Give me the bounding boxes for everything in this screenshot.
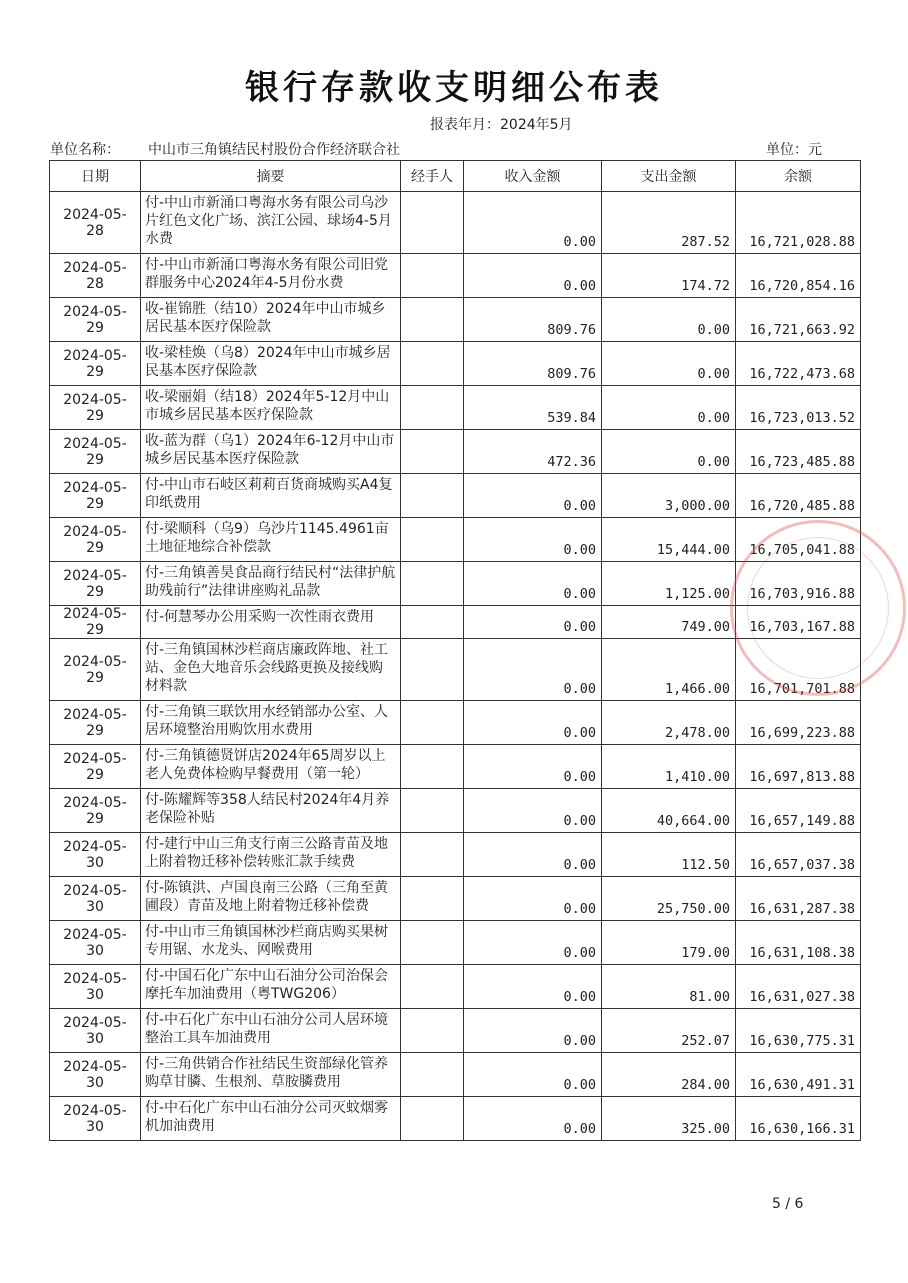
row-balance: 16,721,028.88: [736, 192, 861, 254]
row-description: 付-三角镇德贤饼店2024年65周岁以上老人免费体检购早餐费用（第一轮）: [141, 745, 401, 789]
row-balance: 16,697,813.88: [736, 745, 861, 789]
col-date-header: 日期: [50, 161, 141, 192]
row-balance: 16,723,013.52: [736, 386, 861, 430]
row-description: 付-中山市新涌口粤海水务有限公司乌沙片红色文化广场、滨江公园、球场4-5月水费: [141, 192, 401, 254]
row-description: 付-中石化广东中山石油分公司人居环境整治工具车加油费用: [141, 1009, 401, 1053]
currency-unit: 单位：元: [766, 142, 822, 158]
row-description: 付-中山市石岐区莉莉百货商城购买A4复印纸费用: [141, 474, 401, 518]
row-handler: [401, 921, 464, 965]
col-income-header: 收入金额: [464, 161, 602, 192]
row-handler: [401, 192, 464, 254]
row-expense: 0.00: [602, 386, 736, 430]
row-balance: 16,630,775.31: [736, 1009, 861, 1053]
row-handler: [401, 298, 464, 342]
row-balance: 16,703,167.88: [736, 606, 861, 639]
row-expense: 1,466.00: [602, 639, 736, 701]
col-expense-header: 支出金额: [602, 161, 736, 192]
row-expense: 252.07: [602, 1009, 736, 1053]
row-income: 0.00: [464, 1097, 602, 1141]
row-expense: 40,664.00: [602, 789, 736, 833]
row-description: 付-陈耀辉等358人结民村2024年4月养老保险补贴: [141, 789, 401, 833]
row-balance: 16,705,041.88: [736, 518, 861, 562]
row-description: 付-建行中山三角支行南三公路青苗及地上附着物迁移补偿转账汇款手续费: [141, 833, 401, 877]
row-handler: [401, 1053, 464, 1097]
page-number: 5 / 6: [772, 1196, 804, 1212]
row-handler: [401, 789, 464, 833]
row-description: 付-中山市新涌口粤海水务有限公司旧党群服务中心2024年4-5月份水费: [141, 254, 401, 298]
row-balance: 16,721,663.92: [736, 298, 861, 342]
row-expense: 325.00: [602, 1097, 736, 1141]
table-row: [50, 701, 861, 745]
row-handler: [401, 965, 464, 1009]
row-income: 0.00: [464, 1053, 602, 1097]
row-handler: [401, 342, 464, 386]
table-row: [50, 386, 861, 430]
table-row: [50, 192, 861, 254]
row-income: 0.00: [464, 518, 602, 562]
row-balance: 16,630,491.31: [736, 1053, 861, 1097]
row-income: 0.00: [464, 833, 602, 877]
row-balance: 16,657,037.38: [736, 833, 861, 877]
report-period: 报表年月：2024年5月: [430, 117, 573, 133]
row-date: 2024-05-29: [50, 518, 141, 562]
row-balance: 16,722,473.68: [736, 342, 861, 386]
table-row: [50, 474, 861, 518]
table-row: [50, 430, 861, 474]
row-income: 0.00: [464, 745, 602, 789]
row-date: 2024-05-29: [50, 701, 141, 745]
row-income: 809.76: [464, 298, 602, 342]
row-date: 2024-05-29: [50, 430, 141, 474]
row-income: 0.00: [464, 965, 602, 1009]
table-row: [50, 1097, 861, 1141]
table-row: [50, 921, 861, 965]
row-handler: [401, 430, 464, 474]
row-description: 付-中国石化广东中山石油分公司治保会摩托车加油费用（粤TWG206）: [141, 965, 401, 1009]
row-description: 收-梁桂焕（乌8）2024年中山市城乡居民基本医疗保险款: [141, 342, 401, 386]
table-row: [50, 789, 861, 833]
table-row: [50, 1009, 861, 1053]
row-expense: 284.00: [602, 1053, 736, 1097]
table-row: [50, 1053, 861, 1097]
row-handler: [401, 562, 464, 606]
row-expense: 2,478.00: [602, 701, 736, 745]
col-desc-header: 摘要: [141, 161, 401, 192]
row-handler: [401, 518, 464, 562]
row-description: 付-中石化广东中山石油分公司灭蚊烟雾机加油费用: [141, 1097, 401, 1141]
row-date: 2024-05-30: [50, 1053, 141, 1097]
row-description: 付-中山市三角镇国林沙栏商店购买果树专用锯、水龙头、网喉费用: [141, 921, 401, 965]
row-description: 付-三角镇国林沙栏商店廉政阵地、社工站、金色大地音乐会线路更换及接线购材料款: [141, 639, 401, 701]
row-balance: 16,723,485.88: [736, 430, 861, 474]
table-row: [50, 606, 861, 639]
row-balance: 16,631,108.38: [736, 921, 861, 965]
row-balance: 16,657,149.88: [736, 789, 861, 833]
row-handler: [401, 474, 464, 518]
table-row: [50, 518, 861, 562]
row-handler: [401, 745, 464, 789]
row-date: 2024-05-28: [50, 254, 141, 298]
row-date: 2024-05-29: [50, 606, 141, 639]
row-expense: 25,750.00: [602, 877, 736, 921]
row-expense: 1,410.00: [602, 745, 736, 789]
row-handler: [401, 877, 464, 921]
row-income: 0.00: [464, 254, 602, 298]
row-description: 付-三角镇善昊食品商行结民村“法律护航助残前行”法律讲座购礼品款: [141, 562, 401, 606]
row-date: 2024-05-30: [50, 877, 141, 921]
row-income: 0.00: [464, 192, 602, 254]
row-expense: 15,444.00: [602, 518, 736, 562]
row-date: 2024-05-29: [50, 342, 141, 386]
row-description: 付-三角镇三联饮用水经销部办公室、人居环境整治用购饮用水费用: [141, 701, 401, 745]
row-income: 472.36: [464, 430, 602, 474]
row-handler: [401, 833, 464, 877]
unit-name: [50, 139, 400, 159]
row-description: 收-崔锦胜（结10）2024年中山市城乡居民基本医疗保险款: [141, 298, 401, 342]
row-expense: 3,000.00: [602, 474, 736, 518]
table-row: [50, 562, 861, 606]
row-income: 0.00: [464, 1009, 602, 1053]
row-balance: 16,701,701.88: [736, 639, 861, 701]
page-title: 银行存款收支明细公布表: [245, 68, 663, 108]
ledger-table: [49, 160, 861, 1141]
row-handler: [401, 639, 464, 701]
row-handler: [401, 386, 464, 430]
row-date: 2024-05-28: [50, 192, 141, 254]
table-row: [50, 342, 861, 386]
row-description: 收-梁丽娟（结18）2024年5-12月中山市城乡居民基本医疗保险款: [141, 386, 401, 430]
row-date: 2024-05-29: [50, 789, 141, 833]
row-income: 809.76: [464, 342, 602, 386]
row-handler: [401, 1009, 464, 1053]
row-balance: 16,630,166.31: [736, 1097, 861, 1141]
row-income: 0.00: [464, 606, 602, 639]
table-row: [50, 965, 861, 1009]
row-date: 2024-05-29: [50, 562, 141, 606]
row-income: 0.00: [464, 877, 602, 921]
row-date: 2024-05-29: [50, 298, 141, 342]
row-date: 2024-05-29: [50, 639, 141, 701]
row-expense: 0.00: [602, 430, 736, 474]
row-description: 收-蓝为群（乌1）2024年6-12月中山市城乡居民基本医疗保险款: [141, 430, 401, 474]
row-expense: 287.52: [602, 192, 736, 254]
table-row: [50, 254, 861, 298]
row-income: 0.00: [464, 474, 602, 518]
row-date: 2024-05-30: [50, 1009, 141, 1053]
row-expense: 179.00: [602, 921, 736, 965]
row-handler: [401, 701, 464, 745]
row-balance: 16,703,916.88: [736, 562, 861, 606]
ledger-rows: [50, 192, 861, 1141]
row-date: 2024-05-30: [50, 965, 141, 1009]
row-handler: [401, 1097, 464, 1141]
row-date: 2024-05-29: [50, 386, 141, 430]
row-income: 0.00: [464, 701, 602, 745]
table-header-row: [50, 161, 861, 192]
row-income: 0.00: [464, 789, 602, 833]
table-row: [50, 833, 861, 877]
row-balance: 16,631,287.38: [736, 877, 861, 921]
row-handler: [401, 606, 464, 639]
row-expense: 112.50: [602, 833, 736, 877]
row-description: 付-三角供销合作社结民生资部绿化管养购草甘膦、生根剂、草胺膦费用: [141, 1053, 401, 1097]
row-income: 0.00: [464, 639, 602, 701]
row-income: 0.00: [464, 562, 602, 606]
table-row: [50, 639, 861, 701]
row-expense: 0.00: [602, 298, 736, 342]
row-expense: 81.00: [602, 965, 736, 1009]
row-expense: 0.00: [602, 342, 736, 386]
row-balance: 16,699,223.88: [736, 701, 861, 745]
unit-name-value: 中山市三角镇结民村股份合作经济联合社: [148, 142, 400, 158]
table-row: [50, 877, 861, 921]
row-expense: 749.00: [602, 606, 736, 639]
row-expense: 1,125.00: [602, 562, 736, 606]
row-income: 539.84: [464, 386, 602, 430]
row-date: 2024-05-30: [50, 833, 141, 877]
col-handler-header: 经手人: [401, 161, 464, 192]
row-description: 付-何慧琴办公用采购一次性雨衣费用: [141, 606, 401, 639]
row-description: 付-梁顺科（乌9）乌沙片1145.4961亩土地征地综合补偿款: [141, 518, 401, 562]
table-row: [50, 745, 861, 789]
row-description: 付-陈镇洪、卢国良南三公路（三角至黄圃段）青苗及地上附着物迁移补偿费: [141, 877, 401, 921]
row-date: 2024-05-29: [50, 474, 141, 518]
row-balance: 16,631,027.38: [736, 965, 861, 1009]
unit-name-label: 单位名称：: [50, 142, 120, 158]
row-date: 2024-05-30: [50, 921, 141, 965]
row-date: 2024-05-30: [50, 1097, 141, 1141]
row-balance: 16,720,854.16: [736, 254, 861, 298]
row-date: 2024-05-29: [50, 745, 141, 789]
row-balance: 16,720,485.88: [736, 474, 861, 518]
row-handler: [401, 254, 464, 298]
table-row: [50, 298, 861, 342]
col-balance-header: 余额: [736, 161, 861, 192]
row-expense: 174.72: [602, 254, 736, 298]
row-income: 0.00: [464, 921, 602, 965]
